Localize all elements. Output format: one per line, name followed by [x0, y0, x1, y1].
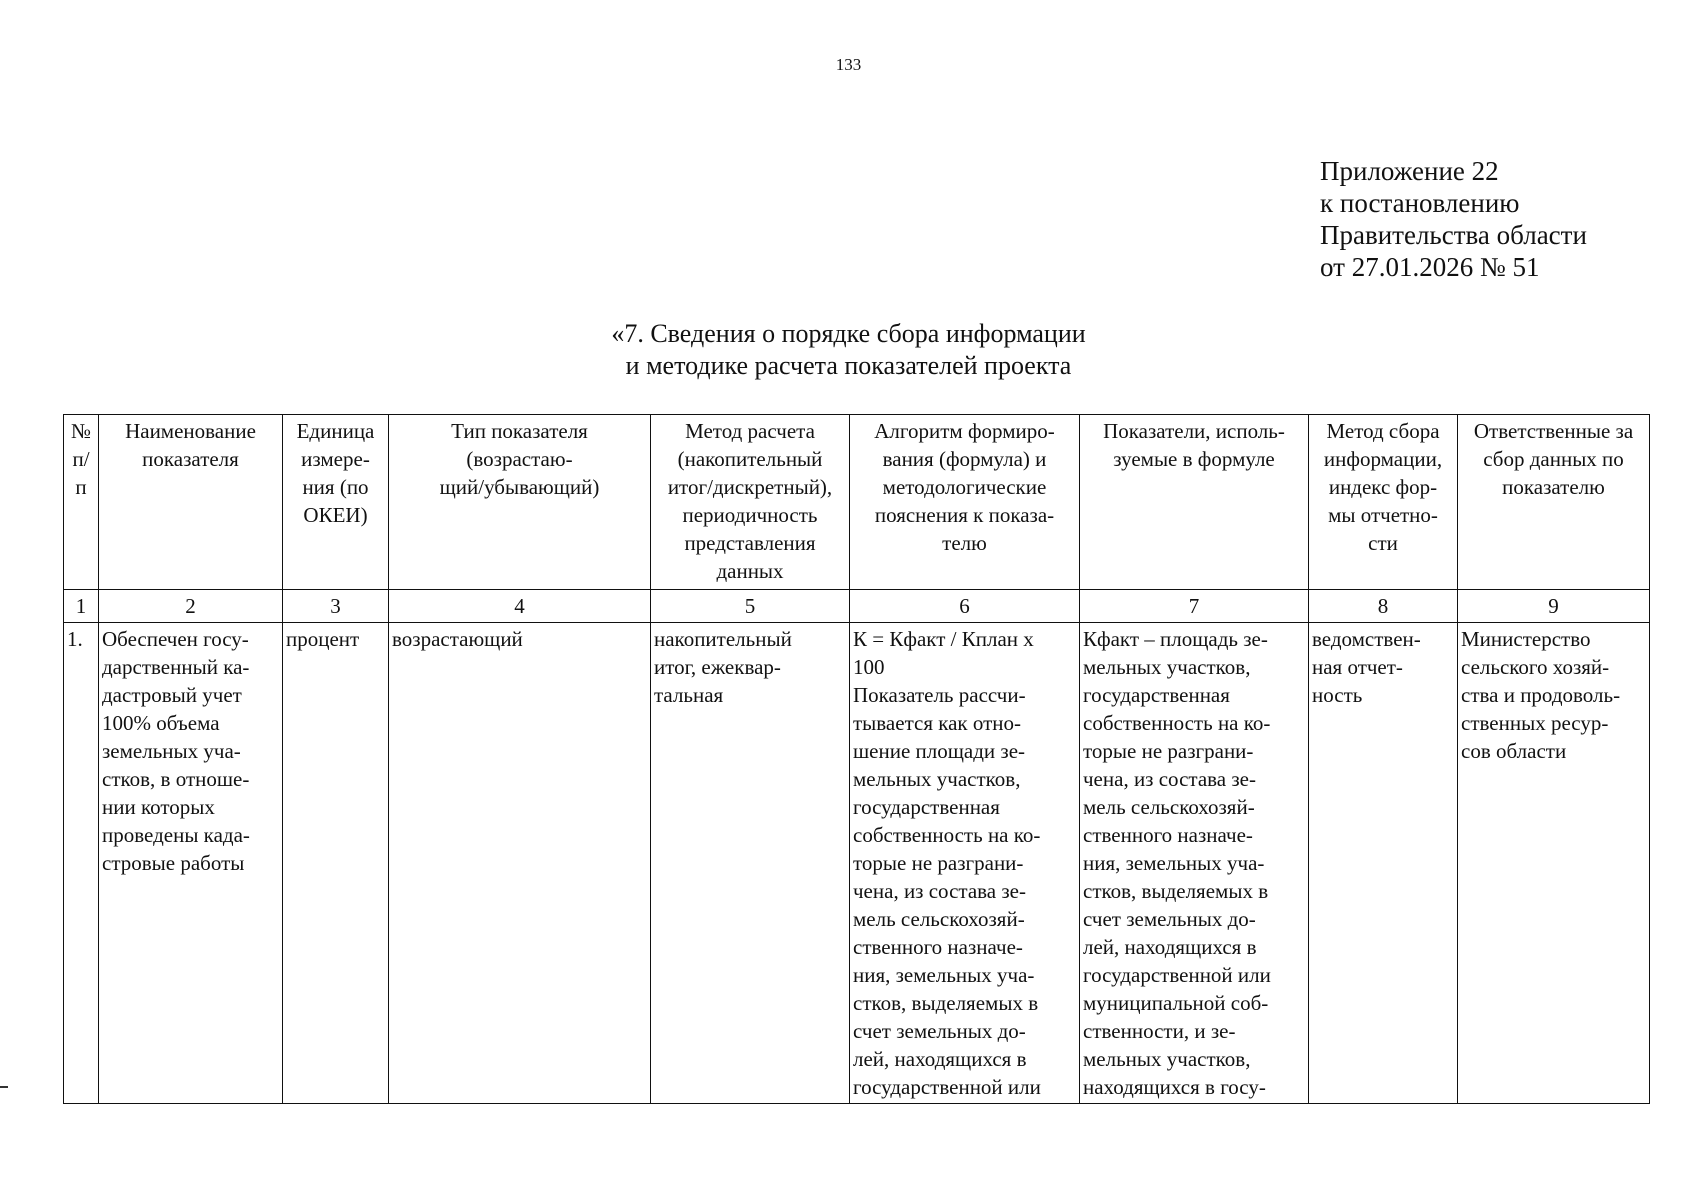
column-number-cell: 1 — [64, 590, 99, 623]
formula-indicators-cell: Кфакт – площадь зе- мельных участков, государственная собственность на ко- торые не разграни- чена, из состава зе- мель сельскохозяй- ственного назначе- ния, земельных уча- стков, выделяемых в счет земельных до- лей, находящихся в государственной или муниципальной соб- ственности, и зе- мельных участков, находящихся в госу- — [1080, 623, 1309, 1104]
column-number-cell: 8 — [1309, 590, 1458, 623]
table-row — [64, 623, 1650, 1104]
header-cell-responsible: Ответственные за сбор данных по показателю — [1458, 415, 1650, 590]
column-number-cell: 3 — [283, 590, 389, 623]
appendix-line: от 27.01.2026 № 51 — [1320, 252, 1540, 282]
unit-cell: процент — [283, 623, 389, 1104]
indicator-type-cell: возрастающий — [389, 623, 651, 1104]
column-number-cell: 2 — [99, 590, 283, 623]
appendix-line: Правительства области — [1320, 220, 1587, 250]
appendix-note — [1320, 155, 1587, 283]
indicator-table — [63, 414, 1650, 1104]
header-cell-calc-method: Метод расчета (накопительный итог/дискретный), периодичность представления данных — [651, 415, 850, 590]
row-number-cell: 1. — [64, 623, 99, 1104]
column-number-cell: 6 — [850, 590, 1080, 623]
column-number-cell: 5 — [651, 590, 850, 623]
header-cell-unit: Единица измере- ния (по ОКЕИ) — [283, 415, 389, 590]
algorithm-cell: К = Кфакт / Кплан х 100 Показатель рассчи- тывается как отно- шение площади зе- мельных участков, государственная собственность на ко- торые не разграни- чена, из состава зе- мель сельскохозяй- ственного назначе- ния, земельных уча- стков, выделяемых в счет земельных до- лей, находящихся в государственной или — [850, 623, 1080, 1104]
header-cell-number: № п/ п — [64, 415, 99, 590]
header-cell-formula-indicators: Показатели, исполь- зуемые в формуле — [1080, 415, 1309, 590]
column-number-cell: 7 — [1080, 590, 1309, 623]
table-header-row — [64, 415, 1650, 590]
margin-mark — [0, 1086, 8, 1088]
responsible-cell: Министерство сельского хозяй- ства и продоволь- ственных ресур- сов области — [1458, 623, 1650, 1104]
header-cell-type: Тип показателя (возрастаю- щий/убывающий) — [389, 415, 651, 590]
appendix-line: Приложение 22 — [1320, 156, 1499, 186]
column-number-cell: 4 — [389, 590, 651, 623]
header-cell-name: Наименование показателя — [99, 415, 283, 590]
indicator-name-cell: Обеспечен госу- дарственный ка- дастровый учет 100% объема земельных уча- стков, в отноше- нии которых проведены када- стровые работы — [99, 623, 283, 1104]
column-number-cell: 9 — [1458, 590, 1650, 623]
collection-method-cell: ведомствен- ная отчет- ность — [1309, 623, 1458, 1104]
section-title — [0, 318, 1697, 382]
header-cell-collection-method: Метод сбора информации, индекс фор- мы отчетно- сти — [1309, 415, 1458, 590]
column-number-row — [64, 590, 1650, 623]
header-cell-algorithm: Алгоритм формиро- вания (формула) и методологические пояснения к показа- телю — [850, 415, 1080, 590]
section-title-line: «7. Сведения о порядке сбора информации — [611, 319, 1086, 348]
appendix-line: к постановлению — [1320, 188, 1520, 218]
calc-method-cell: накопительный итог, ежеквар- тальная — [651, 623, 850, 1104]
page-number: 133 — [835, 55, 862, 74]
section-title-line: и методике расчета показателей проекта — [625, 351, 1072, 380]
